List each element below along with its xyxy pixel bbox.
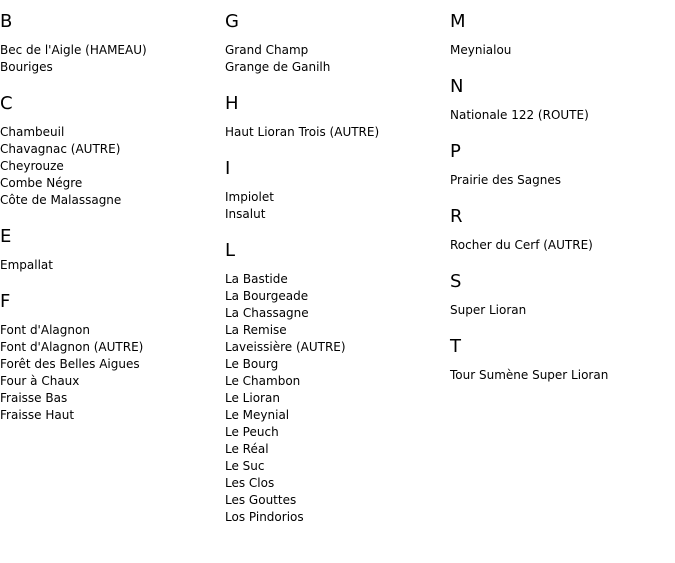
place-name: Chavagnac (AUTRE): [0, 142, 121, 156]
place-name: Laveissière (AUTRE): [225, 340, 346, 354]
letter-heading: L: [225, 240, 236, 261]
letter-heading: M: [450, 11, 466, 32]
place-name: La Bourgeade: [225, 289, 309, 303]
letter-group: [450, 336, 670, 384]
place-list: [450, 302, 670, 319]
place-name: Haut Lioran Trois (AUTRE): [225, 125, 380, 139]
place-list: [450, 107, 670, 124]
place-name: Tour Sumène Super Lioran: [450, 368, 609, 382]
index-column-2: [225, 0, 445, 543]
index-column-3: [450, 0, 670, 401]
place-list: [450, 367, 670, 384]
letter-heading: F: [0, 291, 11, 312]
place-name: Bouriges: [0, 60, 53, 74]
place-name: Combe Négre: [0, 176, 83, 190]
place-list: [450, 237, 670, 254]
place-name: La Chassagne: [225, 306, 309, 320]
place-name: Los Pindorios: [225, 510, 304, 524]
place-name: Forêt des Belles Aigues: [0, 357, 140, 371]
place-name: Grand Champ: [225, 43, 309, 57]
place-name: Le Bourg: [225, 357, 279, 371]
place-name: Empallat: [0, 258, 53, 272]
place-list: [0, 42, 220, 76]
letter-group: [225, 240, 445, 526]
letter-group: [450, 206, 670, 254]
letter-group: [0, 11, 220, 76]
place-name: Le Peuch: [225, 425, 279, 439]
place-list: [0, 322, 220, 424]
place-name: Les Gouttes: [225, 493, 297, 507]
place-name: Le Chambon: [225, 374, 301, 388]
place-name: Bec de l'Aigle (HAMEAU): [0, 43, 147, 57]
place-list: [225, 124, 445, 141]
place-list: [0, 124, 220, 209]
letter-heading: E: [0, 226, 12, 247]
letter-heading: C: [0, 93, 13, 114]
place-name: Le Réal: [225, 442, 269, 456]
place-name: Grange de Ganilh: [225, 60, 331, 74]
letter-heading: N: [450, 76, 464, 97]
place-name: Fraisse Haut: [0, 408, 75, 422]
letter-group: [225, 11, 445, 76]
letter-heading: H: [225, 93, 239, 114]
letter-group: [225, 93, 445, 141]
letter-heading: T: [450, 336, 461, 357]
place-name: Côte de Malassagne: [0, 193, 122, 207]
index-column-1: [0, 0, 220, 441]
letter-group: [450, 141, 670, 189]
place-list: [225, 189, 445, 223]
place-name: Le Suc: [225, 459, 265, 473]
letter-heading: B: [0, 11, 13, 32]
place-name: Super Lioran: [450, 303, 527, 317]
letter-heading: S: [450, 271, 462, 292]
place-list: [0, 257, 220, 274]
letter-group: [450, 11, 670, 59]
place-list: [225, 42, 445, 76]
letter-group: [450, 76, 670, 124]
place-name: Insalut: [225, 207, 266, 221]
place-name: Font d'Alagnon (AUTRE): [0, 340, 144, 354]
letter-group: [0, 226, 220, 274]
place-name: Prairie des Sagnes: [450, 173, 562, 187]
letter-heading: I: [225, 158, 231, 179]
place-name: Rocher du Cerf (AUTRE): [450, 238, 593, 252]
letter-group: [450, 271, 670, 319]
letter-heading: G: [225, 11, 239, 32]
place-list: [450, 42, 670, 59]
place-name: Chambeuil: [0, 125, 65, 139]
letter-heading: P: [450, 141, 461, 162]
place-name: Fraisse Bas: [0, 391, 68, 405]
place-name: Les Clos: [225, 476, 275, 490]
place-list: [450, 172, 670, 189]
place-name: Le Lioran: [225, 391, 280, 405]
place-name: Impiolet: [225, 190, 274, 204]
place-name: Nationale 122 (ROUTE): [450, 108, 589, 122]
place-name: Four à Chaux: [0, 374, 80, 388]
letter-group: [225, 158, 445, 223]
place-name: La Bastide: [225, 272, 288, 286]
letter-group: [0, 291, 220, 424]
place-list: [225, 271, 445, 526]
place-name: Cheyrouze: [0, 159, 64, 173]
place-name: Meynialou: [450, 43, 512, 57]
letter-heading: R: [450, 206, 463, 227]
place-name: La Remise: [225, 323, 287, 337]
place-name: Font d'Alagnon: [0, 323, 90, 337]
letter-group: [0, 93, 220, 209]
place-name: Le Meynial: [225, 408, 290, 422]
